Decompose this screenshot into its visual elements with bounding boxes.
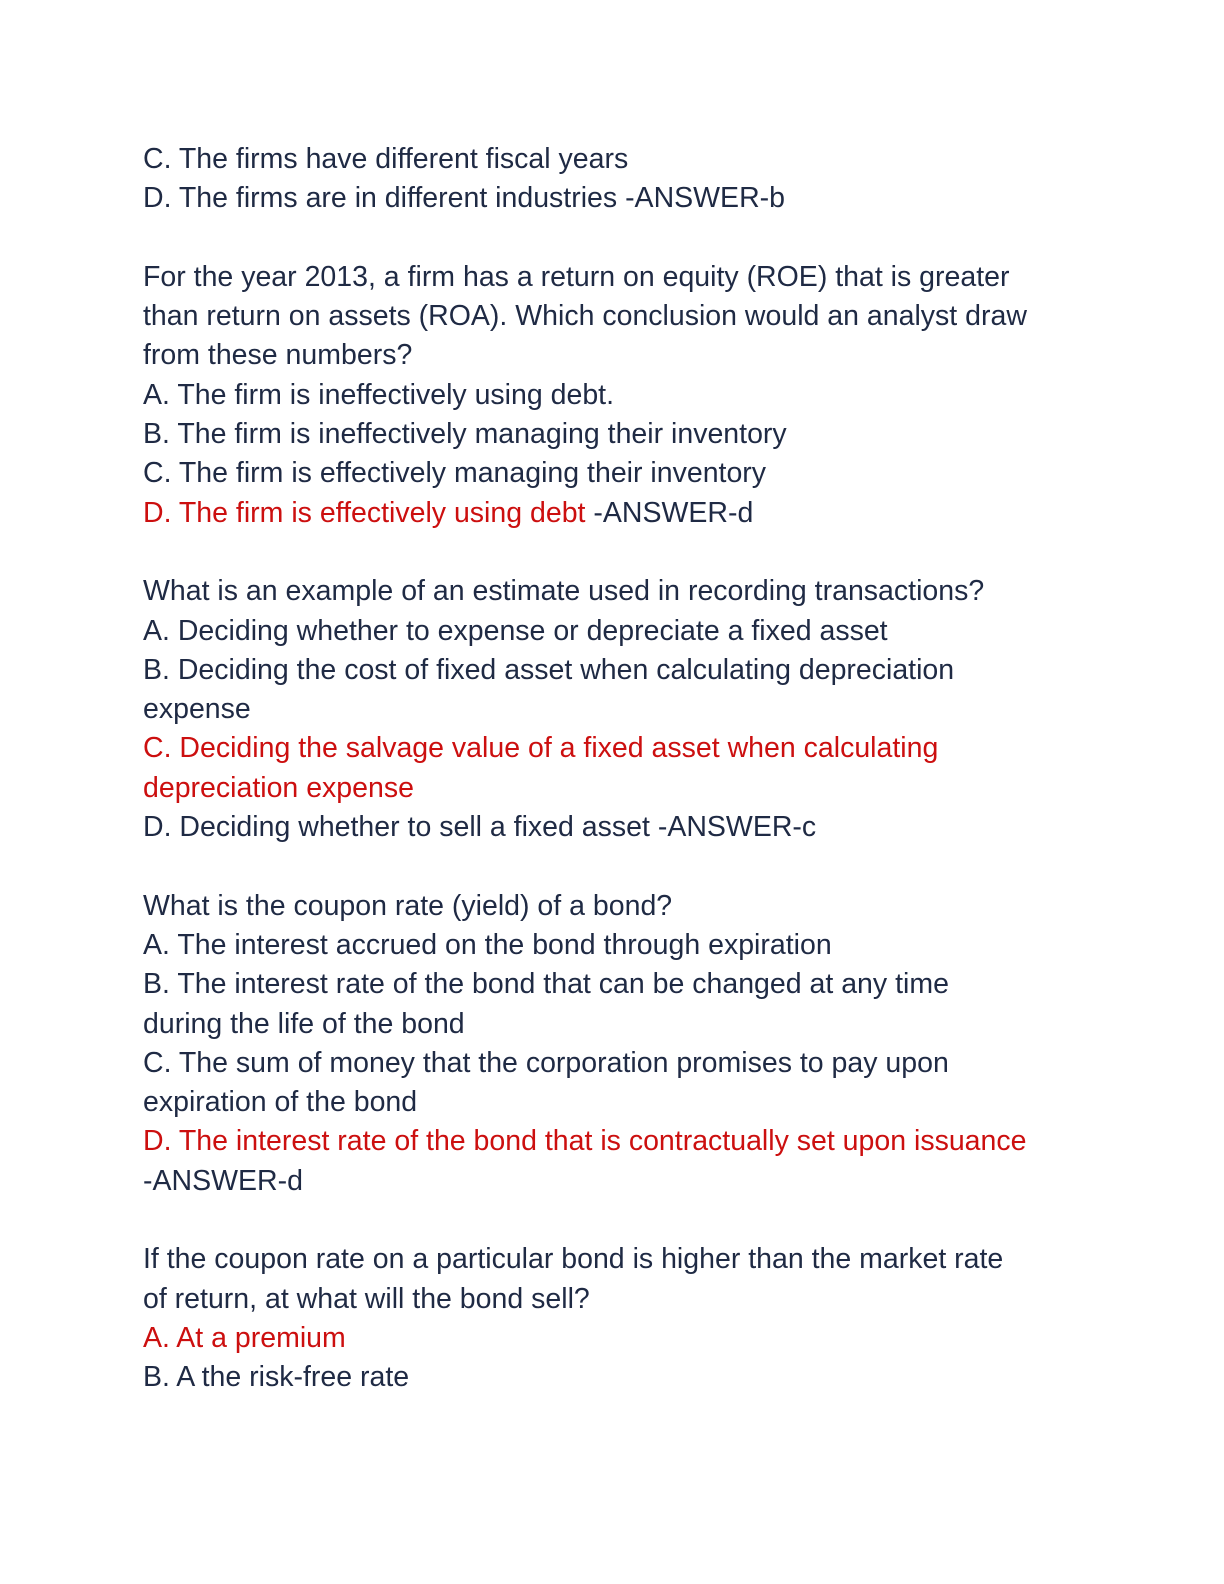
q2-option-d-answer: D. Deciding whether to sell a fixed asset -ANSWER-c	[143, 811, 817, 844]
q3-option-b-line1: B. The interest rate of the bond that can be changed at any time	[143, 968, 949, 1001]
q1-question-line3: from these numbers?	[143, 339, 413, 372]
q3-question: What is the coupon rate (yield) of a bond?	[143, 889, 673, 922]
q0-option-c: C. The firms have different fiscal years	[143, 143, 629, 175]
q1-answer-key: -ANSWER-d	[585, 496, 754, 529]
spacer	[143, 1201, 1083, 1240]
q4-question-line2: of return, at what will the bond sell?	[143, 1282, 590, 1315]
q2-question: What is an example of an estimate used in recording transactions?	[143, 575, 985, 608]
q4-question-line1: If the coupon rate on a particular bond is higher than the market rate	[143, 1243, 1004, 1276]
q1-correct-option: D. The firm is effectively using debt	[143, 496, 586, 529]
spacer	[143, 533, 1083, 572]
q0-option-d-answer: D. The firms are in different industries -ANSWER-b	[143, 182, 785, 215]
q3-option-b-line2: during the life of the bond	[143, 1007, 465, 1040]
document-page	[143, 140, 1083, 1398]
spacer	[143, 219, 1083, 258]
q2-correct-option-line2: depreciation expense	[143, 771, 414, 804]
q3-option-c-line2: expiration of the bond	[143, 1086, 418, 1119]
q2-option-b-line1: B. Deciding the cost of fixed asset when calculating depreciation	[143, 653, 955, 686]
q3-correct-option: D. The interest rate of the bond that is contractually set upon issuance	[143, 1125, 1027, 1158]
q1-option-c: C. The firm is effectively managing their inventory	[143, 457, 767, 490]
q2-correct-option-line1: C. Deciding the salvage value of a fixed asset when calculating	[143, 732, 939, 765]
q4-correct-option: A. At a premium	[143, 1321, 346, 1354]
q2-option-a: A. Deciding whether to expense or depreciate a fixed asset	[143, 614, 888, 647]
q1-option-b: B. The firm is ineffectively managing their inventory	[143, 418, 787, 451]
q1-option-d	[143, 494, 1083, 533]
q3-option-a: A. The interest accrued on the bond through expiration	[143, 928, 832, 961]
q3-answer-key: -ANSWER-d	[143, 1164, 303, 1197]
spacer	[143, 847, 1083, 886]
q1-question-line2: than return on assets (ROA). Which conclusion would an analyst draw	[143, 300, 1027, 333]
q1-option-a: A. The firm is ineffectively using debt.	[143, 378, 615, 411]
q3-option-c-line1: C. The sum of money that the corporation promises to pay upon	[143, 1046, 949, 1079]
q2-option-b-line2: expense	[143, 693, 251, 726]
q1-question-line1: For the year 2013, a firm has a return on equity (ROE) that is greater	[143, 260, 1010, 293]
q4-option-b: B. A the risk-free rate	[143, 1361, 410, 1394]
